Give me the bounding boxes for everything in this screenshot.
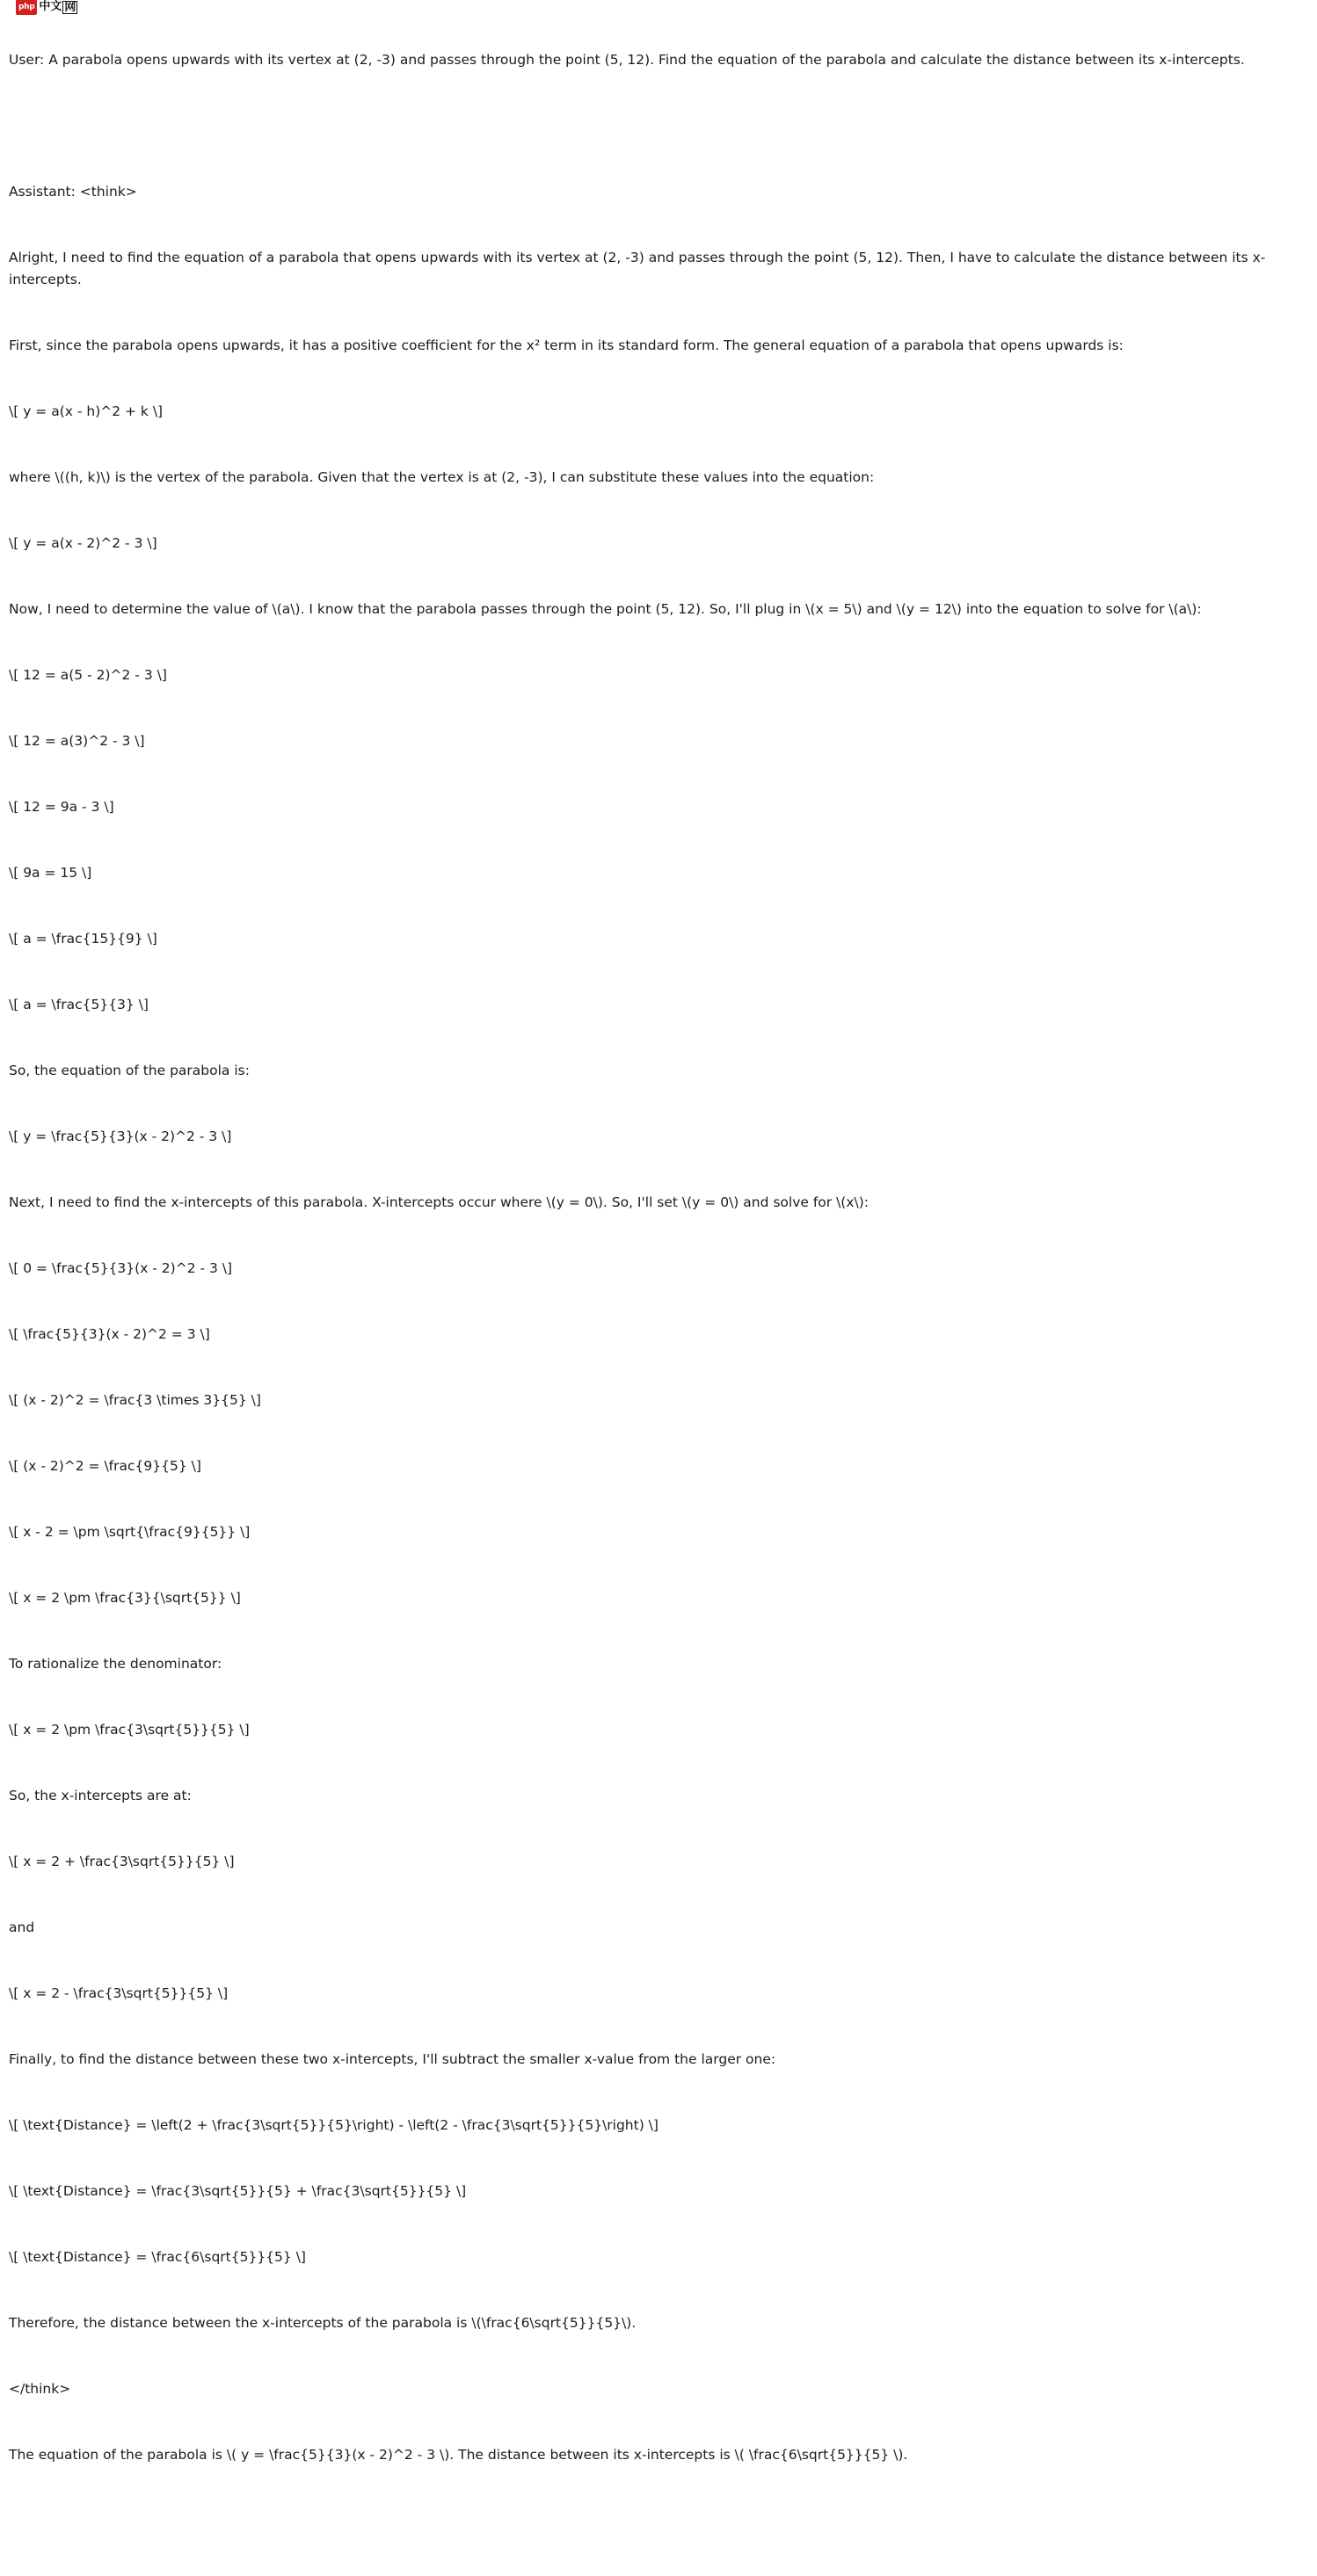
transcript-line: </think> — [9, 2381, 71, 2397]
transcript-line: \[ \text{Distance} = \frac{3\sqrt{5}}{5} + \frac{3\sqrt{5}}{5} \] — [9, 2183, 467, 2199]
transcript-line: \[ \frac{5}{3}(x - 2)^2 = 3 \] — [9, 1326, 210, 1342]
chat-transcript — [9, 5, 1308, 2576]
transcript-line: and — [9, 1919, 35, 1935]
transcript-line: Alright, I need to find the equation of a parabola that opens upwards with its vertex at (2, -3) and passes through the point (5, 12). Then, I have to calculate the distance between its x-intercepts. — [9, 250, 1266, 287]
transcript-line-user: User: A parabola opens upwards with its vertex at (2, -3) and passes through the point (5, 12). Find the equation of the parabola and calculate the distance between its x-intercepts. — [9, 52, 1245, 68]
transcript-line: First, since the parabola opens upwards, it has a positive coefficient for the x² term in its standard form. The general equation of a parabola that opens upwards is: — [9, 337, 1124, 353]
transcript-line: \[ \text{Distance} = \frac{6\sqrt{5}}{5} \] — [9, 2249, 306, 2265]
transcript-line: \[ 12 = a(3)^2 - 3 \] — [9, 733, 145, 749]
transcript-line-final-answer — [9, 2510, 1308, 2532]
transcript-line: \[ 12 = 9a - 3 \] — [9, 799, 114, 815]
transcript-line: \[ y = \frac{5}{3}(x - 2)^2 - 3 \] — [9, 1128, 232, 1144]
watermark-logo — [16, 0, 77, 14]
transcript-line: Next, I need to find the x-intercepts of this parabola. X-intercepts occur where \(y = 0\). So, I'll set \(y = 0\) and solve for \(x\): — [9, 1194, 870, 1210]
transcript-line: \[ x - 2 = \pm \sqrt{\frac{9}{5}} \] — [9, 1524, 251, 1540]
transcript-line: \[ y = a(x - 2)^2 - 3 \] — [9, 535, 157, 551]
transcript-line: \[ a = \frac{5}{3} \] — [9, 997, 149, 1012]
transcript-line: where \((h, k)\) is the vertex of the parabola. Given that the vertex is at (2, -3), I can substitute these values into the equation: — [9, 469, 875, 485]
watermark-text-cn: 中文 — [39, 0, 62, 13]
php-badge: php — [16, 0, 37, 15]
transcript-line: \[ (x - 2)^2 = \frac{9}{5} \] — [9, 1458, 201, 1474]
transcript-line: So, the x-intercepts are at: — [9, 1788, 192, 1803]
transcript-line-blank — [9, 115, 1308, 137]
transcript-line-think-close: The equation of the parabola is \( y = \frac{5}{3}(x - 2)^2 - 3 \). The distance between its x-intercepts is \( \frac{6\sqrt{5}}{5} \). — [9, 2447, 908, 2463]
transcript-line: So, the equation of the parabola is: — [9, 1063, 250, 1078]
transcript-line: \[ 12 = a(5 - 2)^2 - 3 \] — [9, 667, 167, 683]
transcript-line: \[ (x - 2)^2 = \frac{3 \times 3}{5} \] — [9, 1392, 261, 1408]
transcript-line-assistant-start: Assistant: <think> — [9, 184, 137, 200]
transcript-line: \[ \text{Distance} = \left(2 + \frac{3\sqrt{5}}{5}\right) - \left(2 - \frac{3\sqrt{5}}{5}\right) \] — [9, 2117, 658, 2133]
transcript-line: Finally, to find the distance between these two x-intercepts, I'll subtract the smaller x-value from the larger one: — [9, 2051, 776, 2067]
transcript-line: \[ x = 2 + \frac{3\sqrt{5}}{5} \] — [9, 1854, 235, 1869]
transcript-line: \[ a = \frac{15}{9} \] — [9, 931, 157, 947]
transcript-line: Now, I need to determine the value of \(a\). I know that the parabola passes through the point (5, 12). So, I'll plug in \(x = 5\) and \(y = 12\) into the equation to solve for \(a\): — [9, 601, 1202, 617]
transcript-line: \[ y = a(x - h)^2 + k \] — [9, 403, 164, 419]
transcript-line: \[ x = 2 \pm \frac{3}{\sqrt{5}} \] — [9, 1590, 241, 1606]
transcript-line: \[ 0 = \frac{5}{3}(x - 2)^2 - 3 \] — [9, 1260, 233, 1276]
transcript-line: To rationalize the denominator: — [9, 1656, 222, 1672]
transcript-line: \[ x = 2 \pm \frac{3\sqrt{5}}{5} \] — [9, 1722, 250, 1738]
transcript-line: \[ x = 2 - \frac{3\sqrt{5}}{5} \] — [9, 1985, 229, 2001]
transcript-line: Therefore, the distance between the x-intercepts of the parabola is \(\frac{6\sqrt{5}}{5}\). — [9, 2315, 637, 2331]
watermark-text-box: 网 — [64, 0, 76, 14]
transcript-line: \[ 9a = 15 \] — [9, 865, 92, 881]
